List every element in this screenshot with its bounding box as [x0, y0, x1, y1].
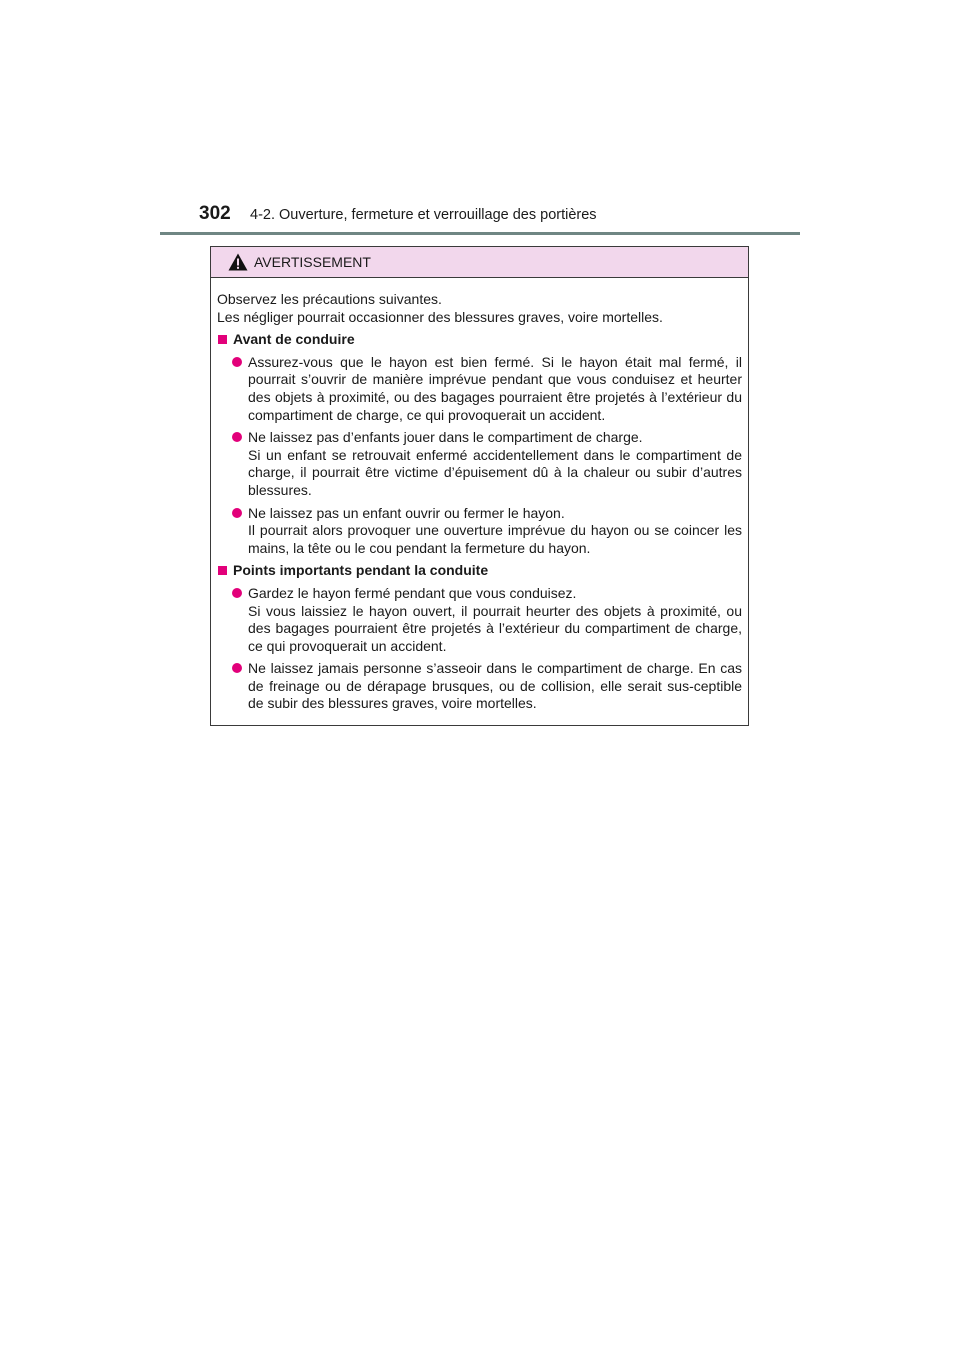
circle-bullet-icon: [232, 663, 242, 673]
warning-body: [211, 278, 748, 713]
warning-box: [210, 246, 749, 726]
list-item: [217, 585, 742, 655]
list-item: [217, 505, 742, 558]
warning-triangle-icon: [228, 253, 248, 271]
section-heading-text: Avant de conduire: [233, 331, 355, 348]
list-item: [217, 660, 742, 713]
warning-title: AVERTISSEMENT: [254, 254, 371, 270]
circle-bullet-icon: [232, 357, 242, 367]
item-text: Assurez-vous que le hayon est bien fermé. Si le hayon était mal fermé, il pourrait s’ouvrir de manière imprévue pendant que vous conduisez et heurter des objets à proximité, ou des bagages pourraient être projetés à l’extérieur du compartiment de charge, ce qui provoquerait un accident.: [248, 353, 742, 423]
list-item: [217, 354, 742, 424]
section-title: 4-2. Ouverture, fermeture et verrouillage des portières: [250, 207, 597, 223]
item-text: Gardez le hayon fermé pendant que vous conduisez.: [248, 584, 577, 601]
page-number: 302: [199, 203, 231, 224]
list-item: [217, 429, 742, 499]
section-heading: [217, 562, 742, 580]
intro-line: Les négliger pourrait occasionner des blessures graves, voire mortelles.: [217, 308, 663, 325]
section-avant-de-conduire: [217, 331, 742, 557]
section-heading-text: Points importants pendant la conduite: [233, 562, 489, 579]
circle-bullet-icon: [232, 508, 242, 518]
circle-bullet-icon: [232, 588, 242, 598]
item-text: Si un enfant se retrouvait enfermé accidentellement dans le compartiment de charge, il pourrait être victime d’épuisement dû à la chaleur ou subir d’autres blessures.: [248, 446, 742, 498]
warning-intro: [217, 291, 742, 326]
square-bullet-icon: [218, 335, 227, 344]
item-text: Si vous laissiez le hayon ouvert, il pourrait heurter des objets à proximité, ou des bagages pourraient être projetés à l’extérieur du compartiment de charge, ce qui provoquerait un accident.: [248, 602, 742, 654]
intro-line: Observez les précautions suivantes.: [217, 291, 442, 307]
item-text: Ne laissez pas d’enfants jouer dans le compartiment de charge.: [248, 429, 643, 446]
warning-header: [211, 247, 748, 278]
section-heading: [217, 331, 742, 349]
square-bullet-icon: [218, 566, 227, 575]
header-divider: [160, 232, 800, 235]
item-text: Il pourrait alors provoquer une ouverture imprévue du hayon ou se coincer les mains, la tête ou le cou pendant la fermeture du hayon.: [248, 522, 742, 556]
item-text: Ne laissez pas un enfant ouvrir ou fermer le hayon.: [248, 504, 565, 521]
circle-bullet-icon: [232, 432, 242, 442]
section-points-importants: [217, 562, 742, 713]
item-text: Ne laissez jamais personne s’asseoir dans le compartiment de charge. En cas de freinage ou de dérapage brusques, ou de collision, elle serait sus-ceptible de subir des blessures graves, voire mortelles.: [248, 660, 742, 712]
